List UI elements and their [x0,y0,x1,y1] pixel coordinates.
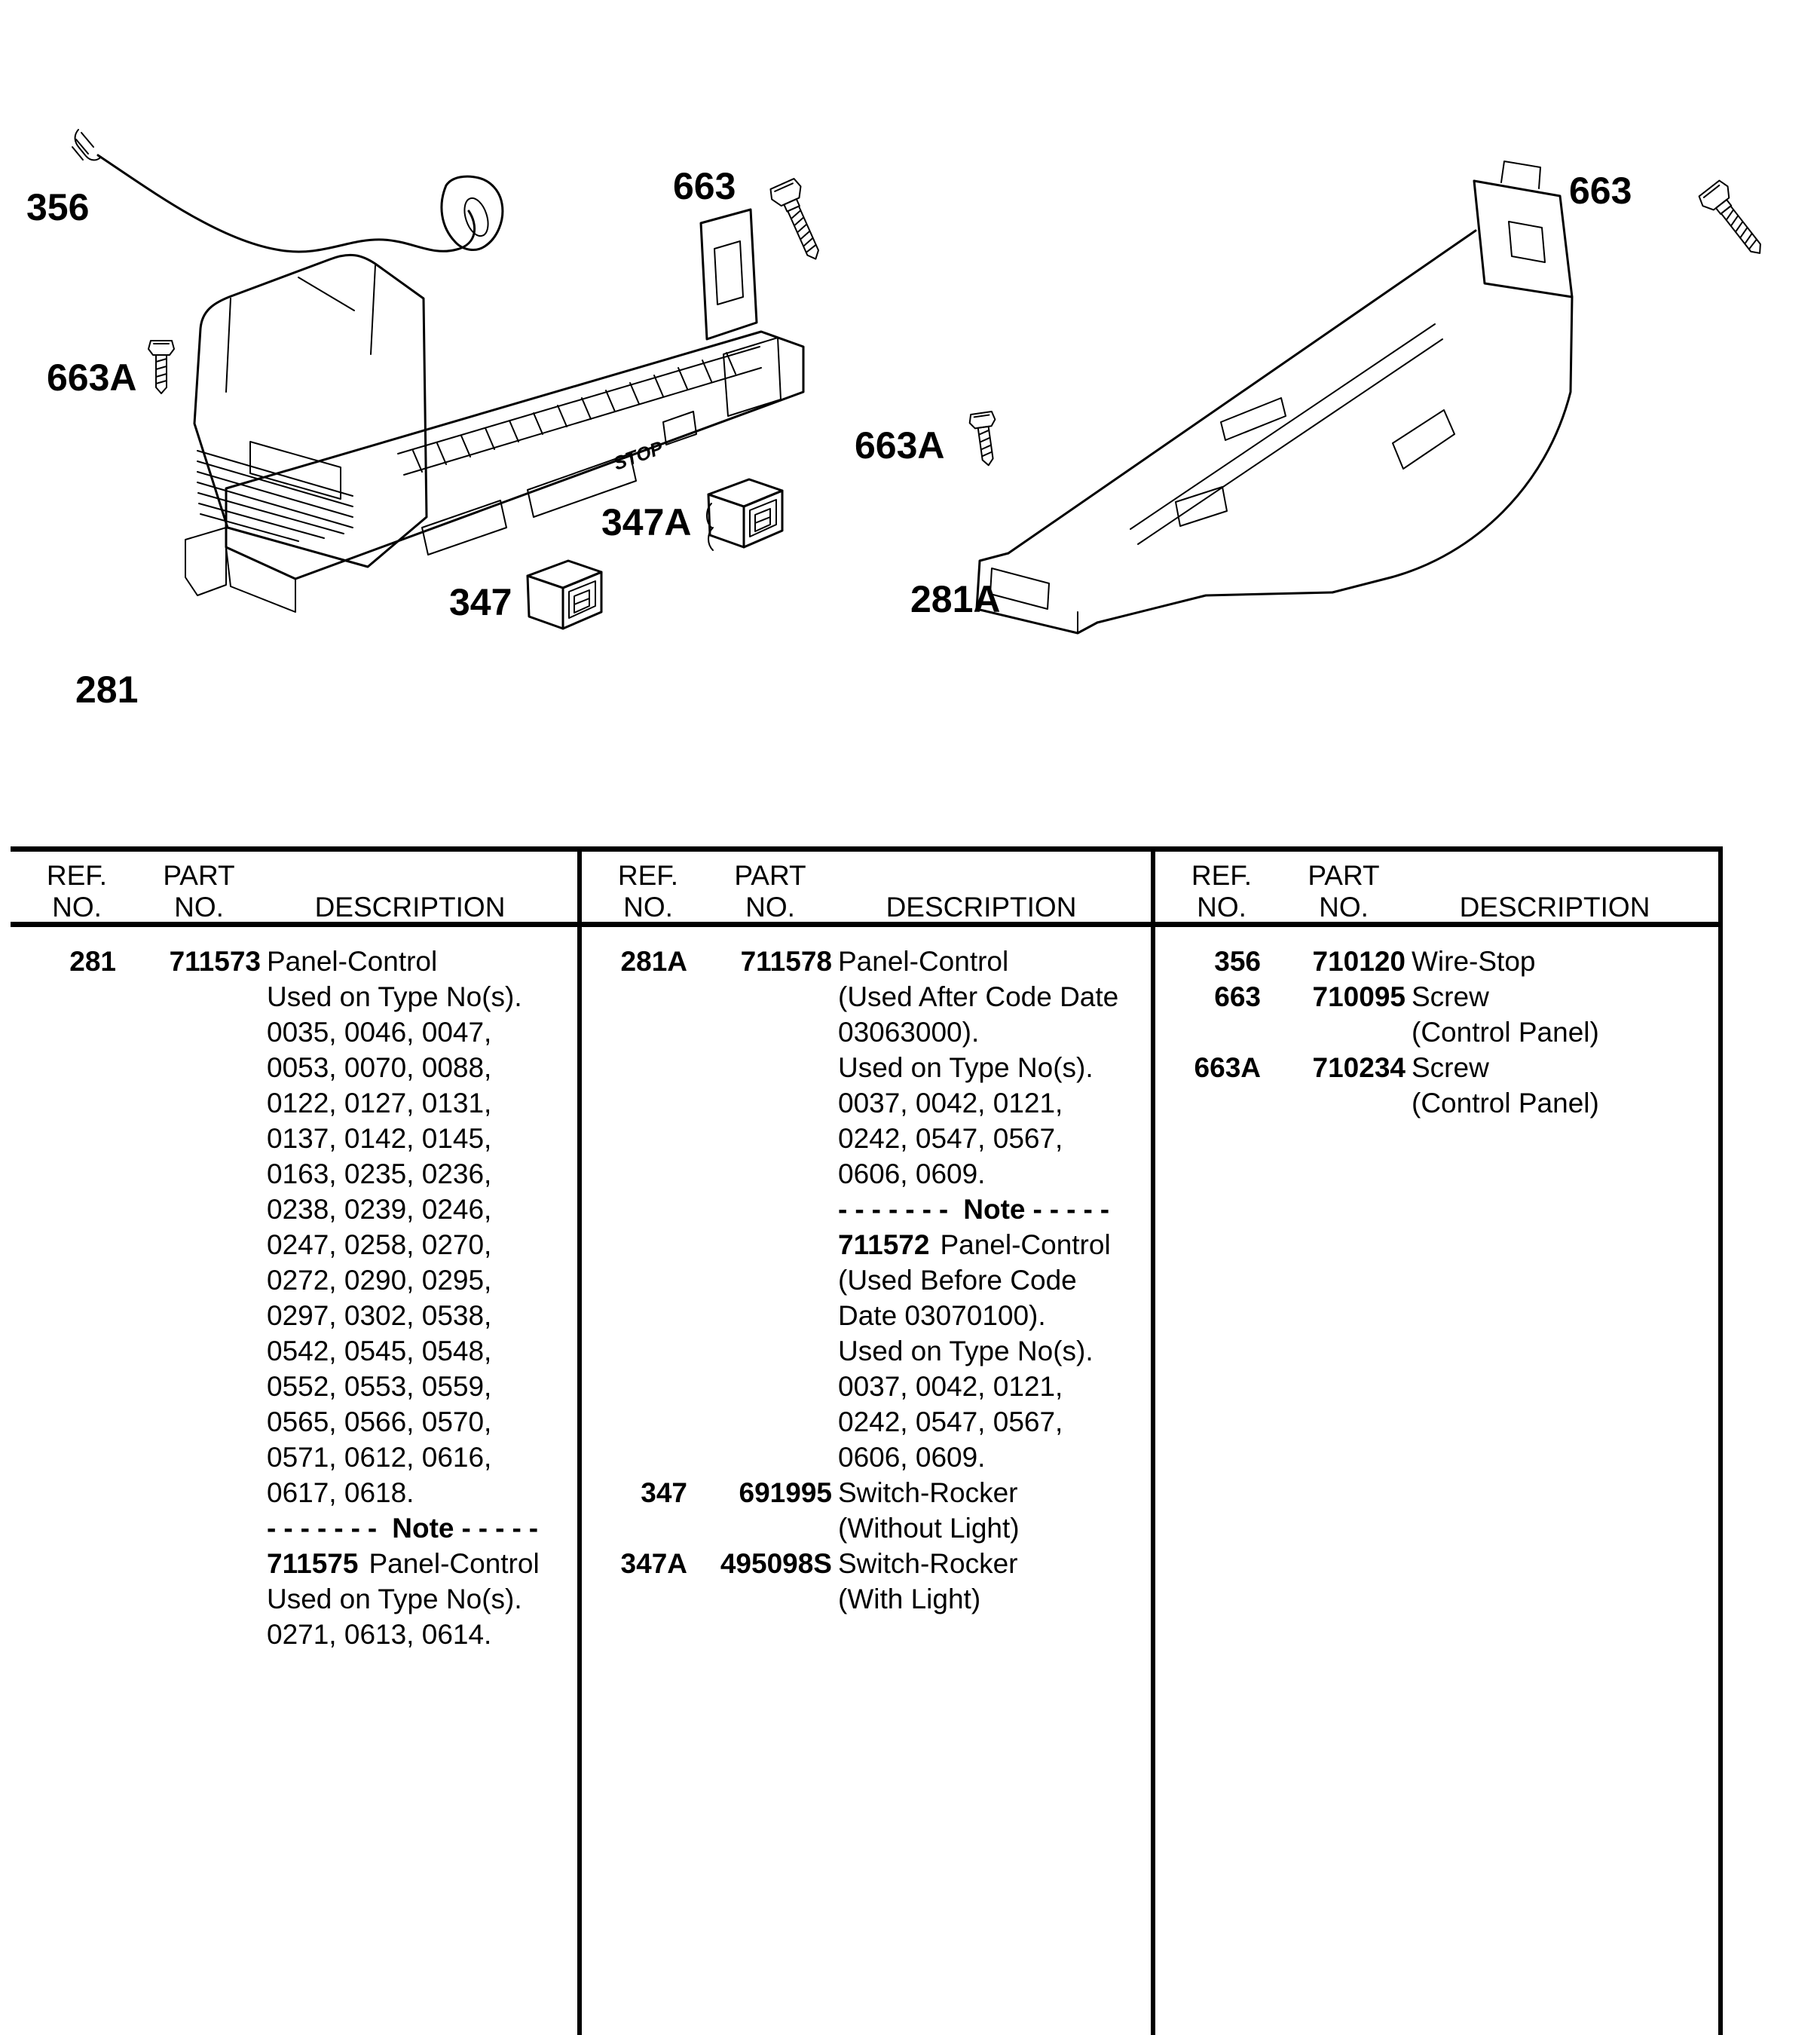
table-row [582,1476,1151,1511]
description-text: 0606, 0609. [838,1442,986,1473]
part-label-663a-right: 663A [855,424,945,467]
table-row [11,1263,577,1299]
description-line [267,1263,491,1298]
ref-no: 347 [641,1477,687,1508]
description-line [838,980,1118,1014]
description-text: 0053, 0070, 0088, [267,1052,492,1083]
header-ref: REF. [46,860,108,891]
description-text: (Without Light) [838,1513,1020,1544]
description-text: Date 03070100). [838,1300,1046,1331]
description-text: (Control Panel) [1412,1017,1599,1048]
description-line [838,1157,985,1192]
description-line [838,1299,1046,1333]
description-line [267,1228,491,1262]
parts-column-2 [582,846,1151,2035]
description-text: 0542, 0545, 0548, [267,1336,492,1366]
description-text: Panel-Control [369,1548,540,1579]
ref-no: 347A [620,1548,687,1579]
header-part: PART [1308,860,1380,891]
table-row [582,1228,1151,1263]
description-line [267,944,437,979]
table-row [582,1086,1151,1122]
description-text: Used on Type No(s). [267,981,522,1012]
description-line [1412,944,1535,979]
description-line [267,1334,491,1369]
table-row [11,980,577,1015]
panel-cover-illustration [194,255,427,567]
part-no: 710234 [1312,1052,1406,1083]
table-right-border [1718,846,1723,2035]
description-line [267,1122,491,1156]
part-no: 691995 [739,1477,832,1508]
header-ref: REF. [617,860,679,891]
table-row [582,1334,1151,1369]
description-text: 0037, 0042, 0121, [838,1371,1063,1402]
header-ref-no: NO. [1197,892,1246,923]
description-line [838,1122,1063,1156]
screw-663a-left-illustration [148,341,174,393]
table-row [11,1228,577,1263]
table-row [11,1192,577,1228]
table-row [11,1440,577,1476]
description-line [1412,1051,1489,1085]
ref-no: 281 [69,946,116,977]
description-text: 03063000). [838,1017,980,1048]
description-text: Switch-Rocker [838,1477,1018,1508]
description-line [838,1334,1094,1369]
table-row [11,1015,577,1051]
description-line [267,1547,540,1581]
description-text: Screw [1412,1052,1489,1083]
description-text: 0242, 0547, 0567, [838,1406,1063,1437]
ref-no: 663A [1194,1052,1261,1083]
header-ref-no: NO. [52,892,102,923]
description-text: Used on Type No(s). [838,1336,1094,1366]
part-no: 495098S [720,1548,832,1579]
ref-no: 663 [1214,981,1261,1012]
description-text: Panel-Control [940,1229,1111,1260]
ref-no: 356 [1214,946,1261,977]
part-label-281: 281 [75,669,139,711]
part-label-356: 356 [26,186,90,228]
description-line [838,1547,1018,1581]
header-part-no: NO. [1319,892,1369,923]
description-text: Used on Type No(s). [267,1584,522,1614]
description-text: (With Light) [838,1584,981,1614]
description-text: 0037, 0042, 0121, [838,1088,1063,1118]
description-text: Screw [1412,981,1489,1012]
note-part-no: 711572 [838,1229,930,1260]
header-description: DESCRIPTION [314,892,506,923]
part-no: 710095 [1312,981,1406,1012]
description-line [267,1617,491,1652]
description-text: Used on Type No(s). [838,1052,1094,1083]
table-row [582,1015,1151,1051]
table-row [11,1086,577,1122]
note-dashes: ------- [267,1513,385,1544]
table-row [582,1440,1151,1476]
description-text: (Used After Code Date [838,981,1119,1012]
description-line [838,1440,985,1475]
description-line [267,1192,491,1227]
description-line [838,1476,1018,1510]
table-row [582,1299,1151,1334]
table-row [1155,980,1718,1015]
description-text: 0247, 0258, 0270, [267,1229,492,1260]
part-label-281a: 281A [910,578,1001,620]
table-row [582,1511,1151,1547]
note-line [838,1192,1117,1227]
parts-column-1 [11,846,577,2035]
description-line [267,1476,414,1510]
part-label-347a: 347A [601,501,692,543]
description-text: 0272, 0290, 0295, [267,1265,492,1296]
description-text: 0297, 0302, 0538, [267,1300,492,1331]
note-dashes: ------- [838,1194,956,1225]
table-row [582,980,1151,1015]
table-row [582,1263,1151,1299]
note-label: Note [392,1513,454,1544]
switch-rocker-illustration [528,561,601,629]
table-row [582,1369,1151,1405]
note-part-no: 711575 [267,1548,359,1579]
part-no: 711578 [740,946,832,977]
description-text: 0137, 0142, 0145, [267,1123,492,1154]
table-row [1155,944,1718,980]
table-row [11,1051,577,1086]
description-text: 0035, 0046, 0047, [267,1017,492,1048]
description-line [838,1228,1111,1262]
parts-column-body [11,944,577,1653]
description-line [838,1511,1020,1546]
description-text: Wire-Stop [1412,946,1536,977]
description-line [267,980,522,1014]
parts-column-body [582,944,1151,1617]
description-line [838,1582,980,1617]
table-row [11,1334,577,1369]
description-line [267,1405,491,1440]
table-row [582,944,1151,980]
switch-rocker-with-light-illustration [708,479,782,547]
parts-table [0,846,1820,2035]
table-row [11,1476,577,1511]
description-text: 0271, 0613, 0614. [267,1619,492,1650]
note-label: Note [963,1194,1026,1225]
description-line [267,1157,491,1192]
description-text: 0565, 0566, 0570, [267,1406,492,1437]
description-text: Panel-Control [267,946,438,977]
description-line [838,1086,1063,1121]
table-row [582,1192,1151,1228]
description-line [267,1582,522,1617]
table-row [11,1547,577,1582]
header-description: DESCRIPTION [886,892,1077,923]
header-ref-no: NO. [623,892,673,923]
table-row [11,1369,577,1405]
table-row [11,1617,577,1653]
part-label-347: 347 [449,581,512,623]
description-line [1412,1015,1599,1050]
screw-663-right-illustration [1696,179,1772,263]
table-row [11,944,577,980]
description-text: Panel-Control [838,946,1009,977]
description-line [838,1263,1077,1298]
description-line [267,1299,491,1333]
description-text: 0163, 0235, 0236, [267,1158,492,1189]
description-text: 0617, 0618. [267,1477,414,1508]
description-line [267,1440,491,1475]
description-line [267,1051,491,1085]
part-no: 710120 [1312,946,1406,977]
description-text: Switch-Rocker [838,1548,1018,1579]
description-line [1412,980,1489,1014]
description-line [838,1369,1063,1404]
parts-column-3 [1155,846,1718,2035]
description-line [267,1369,491,1404]
table-row [582,1405,1151,1440]
table-row [11,1511,577,1547]
part-label-663a-left: 663A [47,357,137,399]
description-text: 0571, 0612, 0616, [267,1442,492,1473]
table-row [11,1157,577,1192]
parts-column-body [1155,944,1718,1122]
description-text: (Used Before Code [838,1265,1077,1296]
note-line [267,1511,546,1546]
table-row [11,1405,577,1440]
note-dashes: ----- [461,1513,546,1544]
table-row [1155,1086,1718,1122]
header-ref: REF. [1191,860,1253,891]
exploded-view-diagram [0,0,1820,846]
table-row [1155,1051,1718,1086]
table-row [582,1122,1151,1157]
panel-base-illustration [185,210,803,612]
header-part: PART [734,860,806,891]
part-label-663-mid: 663 [673,165,736,207]
table-row [582,1547,1151,1582]
part-label-663-right: 663 [1569,170,1632,212]
table-row [582,1051,1151,1086]
ref-no: 281A [620,946,687,977]
description-text: (Control Panel) [1412,1088,1599,1118]
header-part-no: NO. [745,892,795,923]
table-row [1155,1015,1718,1051]
screw-663a-right-illustration [968,412,1001,467]
description-line [838,1015,979,1050]
part-no: 711573 [169,946,261,977]
table-row [582,1582,1151,1617]
description-text: 0238, 0239, 0246, [267,1194,492,1225]
screw-663-mid-illustration [768,177,830,265]
table-row [11,1582,577,1617]
note-dashes: ----- [1032,1194,1118,1225]
description-line [838,1051,1094,1085]
header-part: PART [163,860,235,891]
description-line [838,944,1008,979]
header-part-no: NO. [174,892,224,923]
table-row [11,1299,577,1334]
table-row [11,1122,577,1157]
description-line [1412,1086,1599,1121]
header-description: DESCRIPTION [1459,892,1650,923]
description-text: 0122, 0127, 0131, [267,1088,492,1118]
wire-stop-illustration [72,130,503,252]
panel-right-illustration [977,161,1572,633]
description-line [838,1405,1063,1440]
description-text: 0552, 0553, 0559, [267,1371,492,1402]
description-line [267,1086,491,1121]
description-line [267,1015,491,1050]
description-text: 0242, 0547, 0567, [838,1123,1063,1154]
description-text: 0606, 0609. [838,1158,986,1189]
stop-text: STOP [610,437,666,475]
table-row [582,1157,1151,1192]
